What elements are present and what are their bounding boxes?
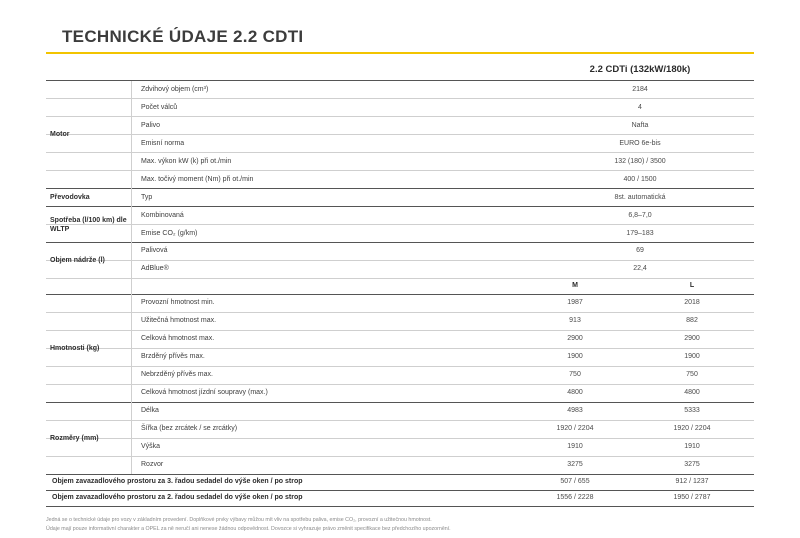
param-label: Délka [141, 407, 159, 414]
row-separator [46, 116, 754, 117]
value-l: 2900 [684, 335, 700, 342]
param-label: Užitečná hmotnost max. [141, 317, 217, 324]
value-m: 1900 [567, 353, 583, 360]
value-m: 1910 [567, 443, 583, 450]
category-spotreba: Spotřeba (l/100 km) dle WLTP [50, 216, 127, 233]
param-label: Emisní norma [141, 140, 185, 147]
param-label: AdBlue® [141, 265, 169, 272]
param-label: Max. výkon kW (k) při ot./min [141, 158, 232, 165]
param-label: Emise CO₂ (g/km) [141, 230, 198, 237]
row-separator [46, 420, 754, 421]
value-m: 4983 [567, 407, 583, 414]
param-label: Palivo [141, 122, 161, 129]
row-separator [46, 152, 754, 153]
page-title: TECHNICKÉ ÚDAJE 2.2 CDTI [62, 27, 304, 46]
footnote: Údaje mají pouze informativní charakter a OPEL za ně neručí ani nenese žádnou odpovědnost. Dovozce si vyhrazuje právo změnit specifikace bez předchozího upozornění. [46, 526, 451, 532]
param-label: Palivová [141, 247, 168, 254]
param-value: 400 / 1500 [623, 176, 657, 183]
row-separator [46, 366, 754, 367]
value-l: 1900 [684, 353, 700, 360]
row-separator [46, 330, 754, 331]
row-separator [46, 506, 754, 507]
row-separator [46, 456, 754, 457]
value-m: 507 / 655 [560, 478, 590, 485]
column-divider [131, 81, 132, 474]
row-separator [46, 242, 754, 243]
param-label: Šířka (bez zrcátek / se zrcátky) [141, 425, 238, 432]
param-value: 22,4 [633, 265, 647, 272]
param-value: 132 (180) / 3500 [614, 158, 666, 165]
row-separator [46, 260, 754, 261]
param-label: Brzděný přívěs max. [141, 353, 205, 360]
row-separator [46, 224, 754, 225]
value-m: 1987 [567, 299, 583, 306]
value-l: 3275 [684, 461, 700, 468]
category-motor: Motor [50, 131, 70, 138]
value-l: 4800 [684, 389, 700, 396]
row-separator [46, 384, 754, 385]
variant-header-l: L [689, 282, 695, 289]
param-label: Kombinovaná [141, 212, 184, 219]
value-m: 3275 [567, 461, 583, 468]
param-value: EURO 6e-bis [619, 140, 661, 147]
param-label: Celková hmotnost jízdní soupravy (max.) [141, 389, 268, 396]
param-label: Počet válců [141, 104, 178, 111]
param-value: 2184 [632, 86, 648, 93]
param-label: Rozvor [141, 461, 164, 468]
value-l: 5333 [684, 407, 700, 414]
cargo-volume-label: Objem zavazadlového prostoru za 2. řadou sedadel do výše oken / po strop [52, 494, 303, 501]
category-nadrz: Objem nádrže (l) [50, 257, 105, 264]
category-hmotnosti: Hmotnosti (kg) [50, 345, 100, 352]
value-m: 4800 [567, 389, 583, 396]
value-m: 750 [569, 371, 581, 378]
param-label: Typ [141, 194, 153, 201]
row-separator [46, 278, 754, 279]
param-value: 8st. automatická [614, 194, 666, 201]
row-separator [46, 312, 754, 313]
param-label: Max. točivý moment (Nm) při ot./min [141, 176, 254, 183]
footnote: Jedná se o technické údaje pro vozy v základním provedení. Doplňkové prvky výbavy můžou mít vliv na spotřebu paliva, emise CO₂, provozní a užitečnou hmotnost. [46, 517, 432, 523]
param-label: Provozní hmotnost min. [141, 299, 215, 306]
param-label: Celková hmotnost max. [141, 335, 215, 342]
param-value: 6,8–7,0 [628, 212, 652, 219]
variant-header-m: M [572, 282, 578, 289]
param-value: Nafta [631, 122, 649, 129]
category-rozmery: Rozměry (mm) [50, 435, 99, 442]
row-separator [46, 348, 754, 349]
row-separator [46, 206, 754, 207]
param-value: 179–183 [626, 230, 654, 237]
value-l: 750 [686, 371, 698, 378]
value-m: 913 [569, 317, 581, 324]
row-separator [46, 98, 754, 99]
row-separator [46, 294, 754, 295]
value-l: 1910 [684, 443, 700, 450]
param-label: Výška [141, 443, 161, 450]
value-l: 912 / 1237 [675, 478, 709, 485]
row-separator [46, 80, 754, 81]
value-m: 2900 [567, 335, 583, 342]
value-l: 882 [686, 317, 698, 324]
param-label: Zdvihový objem (cm³) [141, 86, 209, 93]
row-separator [46, 170, 754, 171]
engine-column-header: 2.2 CDTi (132kW/180k) [589, 64, 691, 75]
value-m: 1556 / 2228 [556, 494, 594, 501]
value-l: 1950 / 2787 [673, 494, 711, 501]
row-separator [46, 438, 754, 439]
value-l: 1920 / 2204 [673, 425, 711, 432]
value-l: 2018 [684, 299, 700, 306]
row-separator [46, 490, 754, 491]
value-m: 1920 / 2204 [556, 425, 594, 432]
param-label: Nebrzděný přívěs max. [141, 371, 213, 378]
row-separator [46, 474, 754, 475]
category-prevodovka: Převodovka [50, 194, 90, 201]
title-underline [46, 52, 754, 54]
row-separator [46, 188, 754, 189]
param-value: 69 [636, 247, 644, 254]
row-separator [46, 134, 754, 135]
row-separator [46, 402, 754, 403]
param-value: 4 [638, 104, 642, 111]
cargo-volume-label: Objem zavazadlového prostoru za 3. řadou sedadel do výše oken / po strop [52, 478, 303, 485]
